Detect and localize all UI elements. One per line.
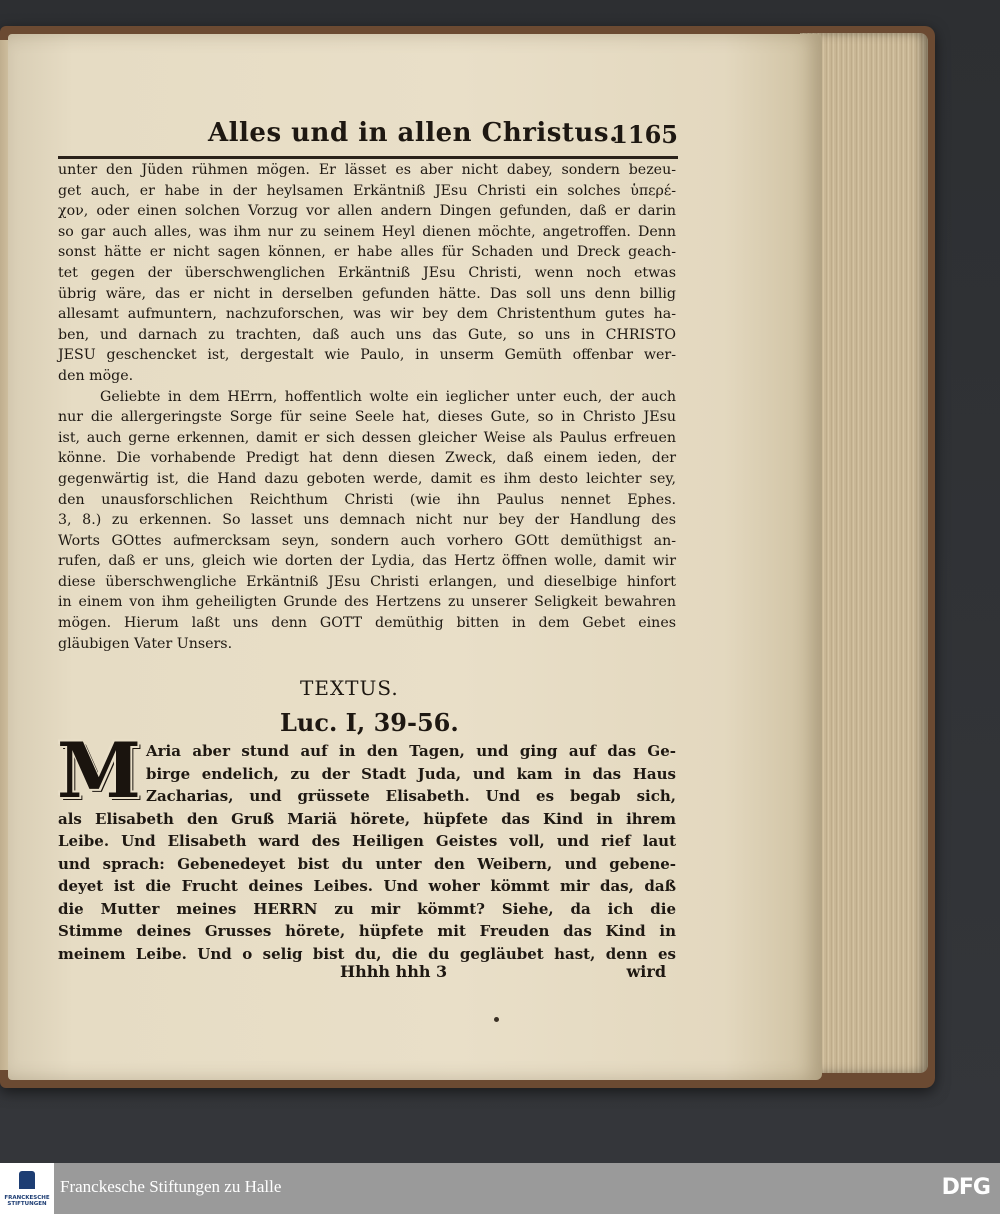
header-rule <box>58 156 678 159</box>
body-line: Worts GOttes aufmercksam seyn, sondern auch vorhero GOtt demüthigst an- <box>58 532 676 549</box>
institution-name[interactable]: Franckesche Stiftungen zu Halle <box>60 1177 282 1196</box>
body-line: könne. Die vorhabende Predigt hat denn diesen Zweck, daß einem ieden, der <box>58 450 676 467</box>
body-line: ben, und darnach zu trachten, daß auch uns das Gute, so uns in CHRISTO <box>58 326 676 343</box>
scripture-line: birge endelich, zu der Stadt Juda, und kam in das Haus <box>146 764 676 783</box>
scripture-line: als Elisabeth den Gruß Mariä hörete, hüpfete das Kind in ihrem <box>58 809 676 828</box>
body-line: JESU geschencket ist, dergestalt wie Paulo, in unserm Gemüth offenbar wer- <box>58 347 676 364</box>
scripture-line: Stimme deines Grusses hörete, hüpfete mit Freuden das Kind in <box>58 922 676 940</box>
scripture-reference: Luc. I, 39-56. <box>280 708 459 737</box>
scripture-line: meinem Leibe. Und o selig bist du, die du gegläubet hast, denn es <box>58 944 676 963</box>
section-heading: TEXTUS. <box>300 676 399 700</box>
dfg-logo[interactable]: DFG <box>941 1175 990 1200</box>
page-blemish <box>494 1017 499 1022</box>
body-line: tet gegen der überschwenglichen Erkäntniß JEsu Christi, wenn noch etwas <box>58 264 676 281</box>
body-line: rufen, daß er uns, gleich wie dorten der Lydia, das Hertz öffnen wolle, damit wir <box>58 553 676 570</box>
body-line: allesamt aufmuntern, nachzuforschen, was wir bey dem Christenthum gutes ha- <box>58 306 676 323</box>
body-line: in einem von ihm geheiligten Grunde des Hertzens zu unserer Seligkeit bewahren <box>58 594 676 611</box>
body-line: gläubigen Vater Unsers. <box>58 635 233 652</box>
scripture-line: deyet ist die Frucht deines Leibes. Und woher kömmt mir das, daß <box>58 877 676 895</box>
scripture-line: Zacharias, und grüssete Elisabeth. Und es begab sich, <box>146 787 676 805</box>
scripture-line: Aria aber stund auf in den Tagen, und ging auf das Ge- <box>146 742 676 760</box>
body-line: χον, oder einen solchen Vorzug vor allen andern Dingen gefunden, daß er darin <box>58 203 676 220</box>
page-number: 1165 <box>611 120 678 149</box>
catchword: wird <box>626 962 666 981</box>
body-line: ist, auch gerne erkennen, damit er sich dessen gleicher Weise als Paulus erfreuen <box>58 429 676 446</box>
signature-mark: Hhhh hhh 3 <box>340 962 448 981</box>
building-icon <box>19 1171 35 1189</box>
body-line: sonst hätte er nicht sagen können, er habe alles für Schaden und Dreck geach- <box>58 244 676 261</box>
institution-logo[interactable] <box>0 1163 54 1214</box>
body-line: get auch, er habe in der heylsamen Erkäntniß JEsu Christi ein solches ὑπερέ- <box>58 182 676 199</box>
body-line: den unausforschlichen Reichthum Christi (wie ihn Paulus nennet Ephes. <box>58 491 676 508</box>
body-line: nur die allergeringste Sorge für seine Seele hat, dieses Gute, so in Christo JEsu <box>58 409 676 426</box>
scripture-line: und sprach: Gebenedeyet bist du unter den Weibern, und gebene- <box>58 854 676 873</box>
running-header <box>58 118 678 158</box>
body-line: mögen. Hierum laßt uns denn GOTT demüthig bitten in dem Gebet eines <box>58 615 676 632</box>
body-line: gegenwärtig ist, die Hand dazu geboten werde, damit es ihm desto leichter sey, <box>58 470 676 487</box>
body-line: so gar auch alles, was ihm nur zu seinem Heyl dienen möchte, angetroffen. Denn <box>58 223 676 240</box>
scripture-text <box>56 726 676 965</box>
body-line: 3, 8.) zu erkennen. So lasset uns demnach nicht nur bey der Handlung des <box>58 512 676 529</box>
running-title: Alles und in allen Christus. <box>208 118 619 148</box>
body-line: Geliebte in dem HErrn, hoffentlich wolte ein ieglicher unter euch, der auch <box>100 388 676 405</box>
drop-cap: M <box>56 726 142 815</box>
body-line: den möge. <box>58 367 134 384</box>
logo-text: FRANCKESCHE STIFTUNGEN <box>4 1195 50 1207</box>
scripture-line: die Mutter meines HERRN zu mir kömmt? Siehe, da ich die <box>58 899 676 918</box>
body-line: unter den Jüden rühmen mögen. Er lässet es aber nicht dabey, sondern bezeu- <box>58 162 676 178</box>
scripture-line: Leibe. Und Elisabeth ward des Heiligen Geistes voll, und rief laut <box>58 832 676 850</box>
page-footer <box>340 962 666 984</box>
body-line: übrig wäre, das er nicht in derselben gefunden hätte. Das soll uns denn billig <box>58 285 676 302</box>
sermon-body <box>58 160 676 654</box>
body-line: diese überschwengliche Erkäntniß JEsu Christi erlangen, und dieselbige hinfort <box>58 573 676 590</box>
viewer-footer-bar <box>0 1163 1000 1214</box>
